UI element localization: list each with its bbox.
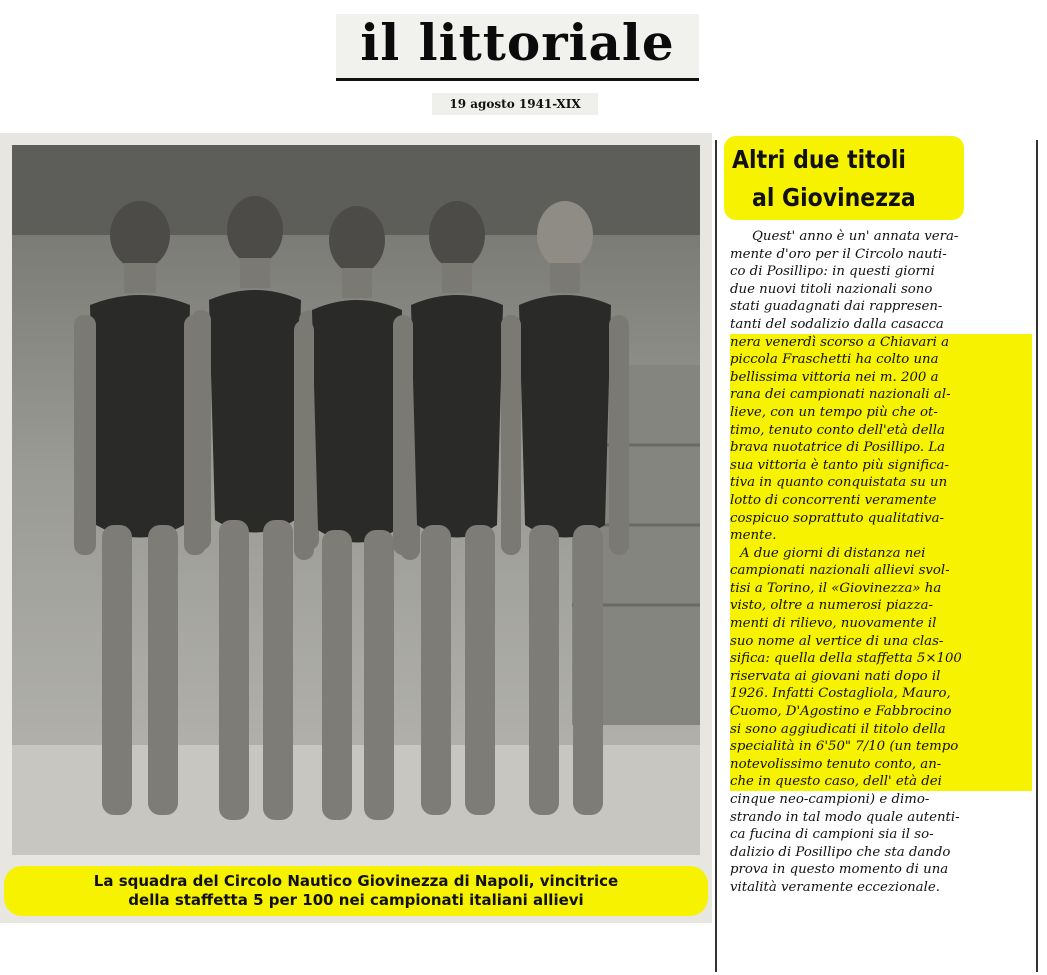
photo-frame <box>0 133 712 923</box>
body-line: bellissima vittoria nei m. 200 a <box>730 369 1032 387</box>
body-line: mente. <box>730 527 1032 545</box>
team-photo-illustration <box>12 145 700 855</box>
headline-line-2: al Giovinezza <box>752 184 916 213</box>
body-line: due nuovi titoli nazionali sono <box>730 281 933 297</box>
column-rule-right <box>1036 140 1038 972</box>
body-line: notevolissimo tenuto conto, an- <box>730 756 1032 774</box>
body-line: ca fucina di campioni sia il so- <box>730 827 934 843</box>
body-line: specialità in 6'50" 7/10 (un tempo <box>730 738 1032 756</box>
body-line: che in questo caso, dell' età dei <box>730 773 1032 791</box>
body-line: cinque neo-campioni) e dimo- <box>730 792 930 807</box>
body-line: rana dei campionati nazionali al- <box>730 386 1032 404</box>
body-line: Cuomo, D'Agostino e Fabbrocino <box>730 703 1032 721</box>
body-line: brava nuotatrice di Posillipo. La <box>730 439 1032 457</box>
date-strip <box>432 93 598 115</box>
article <box>722 134 1035 970</box>
body-line: prova in questo momento di una <box>730 862 949 878</box>
caption-line-2: della staffetta 5 per 100 nei campionati italiani allievi <box>128 891 584 909</box>
body-line: cospicuo soprattuto qualitativa- <box>730 510 1032 528</box>
body-line: dalizio di Posillipo che sta dando <box>730 844 951 860</box>
body-line: tisi a Torino, il «Giovinezza» ha <box>730 580 1032 598</box>
masthead <box>336 14 699 81</box>
body-line: Quest' anno è un' annata vera- <box>752 229 959 244</box>
body-line: tanti del sodalizio dalla casacca <box>730 316 944 332</box>
body-line: sua vittoria è tanto più significa- <box>730 457 1032 475</box>
body-line: menti di rilievo, nuovamente il <box>730 615 1032 633</box>
body-line: visto, oltre a numerosi piazza- <box>730 597 1032 615</box>
headline-line-1: Altri due titoli <box>732 146 906 175</box>
body-line: timo, tenuto conto dell'età della <box>730 422 1032 440</box>
body-line: strando in tal modo quale autenti- <box>730 809 960 825</box>
body-line: piccola Fraschetti ha colto una <box>730 351 1032 369</box>
body-line: lotto di concorrenti veramente <box>730 492 1032 510</box>
body-line: A due giorni di distanza nei <box>730 545 1032 563</box>
issue-date: 19 agosto 1941-XIX <box>449 97 581 111</box>
body-line: sifica: quella della staffetta 5×100 <box>730 650 1032 668</box>
team-photo <box>12 145 700 855</box>
body-line: suo nome al vertice di una clas- <box>730 633 1032 651</box>
column-rule-left <box>715 140 717 972</box>
body-line: mente d'oro per il Circolo nauti- <box>730 246 947 262</box>
article-body <box>730 228 1032 897</box>
caption-line-1: La squadra del Circolo Nautico Giovinezza di Napoli, vincitrice <box>93 872 619 890</box>
body-line: si sono aggiudicati il titolo della <box>730 721 1032 739</box>
photo-caption <box>4 866 708 916</box>
body-line: stati guadagnati dai rappresen- <box>730 299 943 315</box>
body-line: lieve, con un tempo più che ot- <box>730 404 1032 422</box>
article-headline <box>724 136 964 220</box>
body-line: campionati nazionali allievi svol- <box>730 562 1032 580</box>
body-line: tiva in quanto conquistata su un <box>730 474 1032 492</box>
body-line: nera venerdì scorso a Chiavari a <box>730 334 1032 352</box>
body-line: 1926. Infatti Costagliola, Mauro, <box>730 685 1032 703</box>
body-line: riservata ai giovani nati dopo il <box>730 668 1032 686</box>
body-line: co di Posillipo: in questi giorni <box>730 264 935 280</box>
newspaper-title: il littoriale <box>360 13 675 72</box>
body-line: vitalità veramente eccezionale. <box>730 879 940 895</box>
